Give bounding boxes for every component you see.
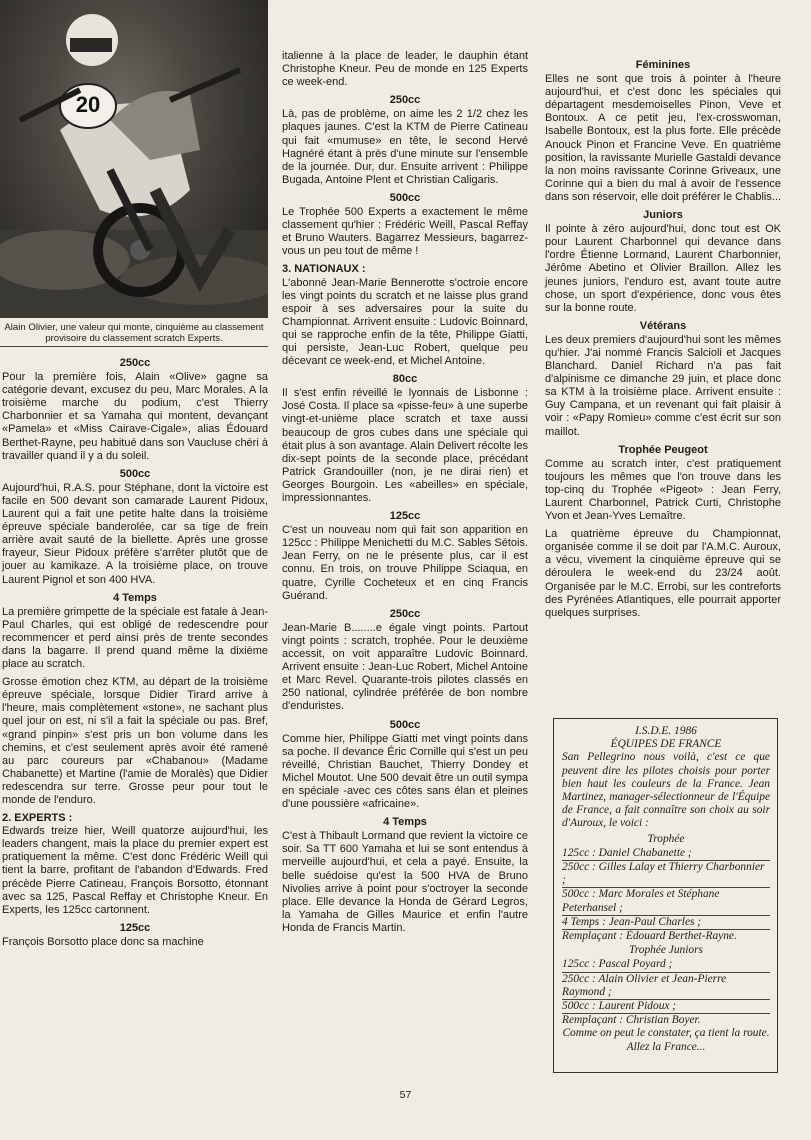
heading-4-temps: 4 Temps (383, 816, 427, 829)
photo-caption: Alain Olivier, une valeur qui monte, cinquième au classement provisoire du classement scratch Experts. (0, 322, 268, 347)
paragraph-feminines: Elles ne sont que trois à pointer à l'heure aujourd'hui, et c'est donc les spéciales qui départagent mesdemoiselles Pinon, Veve et Bontoux. A ce petit jeu, l'ex-crosswoman, Isabelle Bontoux, est la plus forte. Elle précède Anouck Pinon et Francine Veve. En quatrième position, la ravissante Murielle Gastaldi devance la non moins ravissante Corinne Griveaux, une Corinne qui a bien du mal à avoir de l'essence dans son réservoir, elle doit préférer le Chablis... (545, 73, 782, 203)
heading-500cc: 500cc (389, 191, 421, 204)
paragraph-veterans: Les deux premiers d'aujourd'hui sont les mêmes qu'hier. J'ai nommé Francis Salcioli et Jacques Blanchard. Daniel Richard n'a pas fait d'alpinisme ce dimanche 29 juin, et place donc sa KTM à la troisième place. Arrivent ensuite : Guy Campana, et un revenant qui fait plaisir à voir : «Papy Romieu» comme c'est écrit sur son maillot. (545, 333, 781, 438)
bib-number: 20 (75, 92, 101, 117)
heading-250cc: 250cc (119, 357, 151, 369)
heading-250cc: 250cc (389, 94, 421, 107)
page-number: 57 (399, 1089, 412, 1101)
box-line: Remplaçant : Christian Boyer. (562, 1014, 701, 1027)
paragraph-80cc: Il s'est enfin réveillé le lyonnais de Lisbonne : José Costa. Il place sa «pisse-feu» à une superbe vingt-et-unième place scratch et taxe aussi beaucoup de gros cubes dans une spéciale qui était plus à son avantage. Alain Delivert récolte les dix-sept points de la seconde place, précédant Patrick Grandouiller (non, je ne dirai rien) et Georges Bourgoin. Les «abeilles» en spéciale, impressionnantes. (282, 387, 528, 504)
motocross-photo (0, 0, 268, 318)
paragraph-nationaux: L'abonné Jean-Marie Bennerotte s'octroie encore les vingt points du scratch et ne laisse plus grand espoir à ses adversaires pour la suite du Championnat. Arrivent ensuite : Ludovic Boinnard, qui se rapproche enfin de la tête, Philippe Giatti, qui persiste, Jean-Luc Robert, quelque peu décevant ce week-end, et Michel Antoine. (282, 276, 528, 368)
heading-trophee-peugeot: Trophée Peugeot (618, 443, 708, 456)
box-heading-trophee-juniors: Trophée Juniors (629, 944, 703, 957)
box-line: 125cc : Daniel Chabanette ; (562, 847, 770, 861)
column-3-text (545, 56, 781, 625)
heading-500cc: 500cc (119, 467, 151, 480)
box-outro: Comme on peut le constater, ça tient la route. Allez la France... (562, 1027, 770, 1053)
heading-125cc: 125cc (389, 510, 421, 523)
box-line: 250cc : Gilles Lalay et Thierry Charbonnier ; (562, 861, 770, 888)
box-intro: San Pellegrino nous voilà, c'est ce que peuvent dire les pilotes choisis pour porter bien haut les couleurs de la France. Jean Martinez, manager-sélectionneur de l'Équipe de France, a fait connaître son choix au soir d'Auroux, le voici : (562, 751, 770, 830)
box-line: 250cc : Alain Olivier et Jean-Pierre Raymond ; (562, 973, 770, 1000)
heading-feminines: Féminines (635, 59, 691, 71)
column-2-text (282, 50, 528, 940)
heading-125cc: 125cc (119, 921, 151, 934)
paragraph-500cc-national: Comme hier, Philippe Giatti met vingt points dans sa poche. Il devance Éric Cornille qui s'est un peu réveillé, Christian Bauchet, Thierry Dondey et Michel Moutot. Une 500 devait être un outil sympa en spéciale -avec ces côtes sans élan et pleines d'une poussière «africaine». (282, 732, 528, 811)
heading-250cc-national: 250cc (389, 607, 421, 620)
paragraph-500cc: Aujourd'hui, R.A.S. pour Stéphane, dont la victoire est facile en 500 devant son camarade Laurent Pidoux, Laurent qui a fait une petite halte dans la troisième épreuve spéciale banderolée, car sa tige de frein arrière avait sauté de la biellette. Après une grosse frayeur, Sieur Pidoux préfère s'arrêter plutôt que de jouer au kamikaze. A la troisième place, on trouve Laurent Pignol et son 400 HVA. (2, 481, 268, 586)
paragraph-125cc: C'est un nouveau nom qui fait son apparition en 125cc : Philippe Menichetti du M.C. Sables Sétois. Jean Ferry, on ne le présente plus, car il est connu. En trois, on trouve Philippe Sciaqua, en quatre, Cyrille Cocheteux et en cinq Francis Guérand. (282, 524, 528, 602)
paragraph-trophee-peugeot: Comme au scratch inter, c'est pratiquement toujours les mêmes que l'on trouve dans les top-cinq du Trophée «Pigeot» : Jean Ferry, Laurent Charbonnel, Patrick Curti, Christophe Yvon et Jean-Yves Lemaître. (545, 457, 781, 523)
paragraph-experts: Edwards treize hier, Weill quatorze aujourd'hui, les leaders changent, mais la place du premier expert est pratiquement la même. C'est donc Frédéric Weill qui tient la barre, profitant de l'abandon d'Edwards. Fred précède Pierre Catineau, François Borsotto, étonnant avec sa 125, Pascal Reffay et Christophe Kneur. En Experts, les 125cc cartonnent. (2, 825, 268, 916)
paragraph-125cc: François Borsotto place donc sa machine (2, 935, 204, 948)
rider-illustration (0, 0, 268, 318)
column-1-text (2, 354, 268, 954)
box-line: 500cc : Marc Morales et Stéphane Peterhansel ; (562, 888, 770, 915)
paragraph-continued: italienne à la place de leader, le dauphin étant Christophe Kneur. Peu de monde en 125 Experts ce week-end. (282, 50, 528, 89)
paragraph-250cc: Pour la première fois, Alain «Olive» gagne sa catégorie devant, excusez du peu, Marc Morales. A la troisième marche du podium, c'est Thierry Charbonnier et sa Yamaha qui montent, devançant «Pamela» et «Miss Cairave-Cigale», alias Édouard Berthet-Rayne, peu habitué dans son Vaucluse chéri à travailler quand il y a du soleil. (2, 371, 268, 462)
paragraph-juniors: Il pointe à zéro aujourd'hui, donc tout est OK pour Laurent Charbonnel qui devance dans l'ordre Étienne Lormand, Laurent Charbonnier, Jérôme Abetino et Olivier Braillon. Allez les jeunes juniors, l'enduro est, avant toute autre chose, un sport d'expérience, donc vous êtes sur la bonne route. (545, 223, 781, 314)
heading-500cc-national: 500cc (389, 718, 421, 731)
heading-juniors: Juniors (643, 209, 683, 222)
paragraph-4-temps-a: La première grimpette de la spéciale est fatale à Jean-Paul Charles, qui est obligé de redescendre pour recommencer et perd ainsi près de trente secondes dans la bagarre. Il prend quand même la dixième place au scratch. (2, 605, 268, 671)
box-heading-trophee: Trophée (647, 832, 685, 845)
box-line: 125cc : Pascal Poyard ; (562, 958, 770, 972)
heading-80cc: 80cc (392, 373, 418, 386)
box-line: 4 Temps : Jean-Paul Charles ; (562, 916, 770, 930)
box-title-equipes: ÉQUIPES DE FRANCE (610, 738, 722, 751)
paragraph-250cc: Là, pas de problème, on aime les 2 1/2 chez les plaques jaunes. C'est la KTM de Pierre Catineau qui fait «mumuse» en tête, le second Hervé Hagnéré étant à près d'une minute sur l'ensemble de la journée. Dur, dur. Ensuite arrivent : Philippe Bugada, Antoine Plent et Christian Caligaris. (282, 108, 528, 186)
paragraph-conclusion: La quatrième épreuve du Championnat, organisée comme il se doit par l'A.M.C. Auroux, a vécu, vivement la cinquième épreuve qui se déroulera le week-end du 23/24 août. Organisée par le M.C. Errobi, sur les contreforts des Pyrénées Atlantiques, elle pourrait apporter quelques surprises. (545, 528, 781, 619)
section-nationaux: 3. NATIONAUX : (282, 263, 366, 276)
box-line: Remplaçant : Édouard Berthet-Rayne. (562, 930, 737, 943)
box-line: 500cc : Laurent Pidoux ; (562, 1000, 770, 1014)
isde-team-box (553, 718, 778, 1073)
section-experts: 2. EXPERTS : (2, 812, 73, 825)
paragraph-4-temps-b: Grosse émotion chez KTM, au départ de la troisième épreuve spéciale, lorsque Didier Tirard arrive à l'heure, mais complètement «stone», ne sachant plus quel jour on est, ni s'il a fait la spéciale ou pas. Bref, «grand pinpin» s'est pris un bon volume dans les chemins, et c'est seulement après avoir été ramené au parc coureurs par «Chabanou» (Madame Chabanette) et Martine (l'amie de Moralès) que Didier redescendra sur terre. Grosse peur pour tout le monde de l'enduro. (2, 676, 268, 806)
heading-veterans: Vétérans (639, 319, 687, 332)
heading-4-temps: 4 Temps (113, 591, 157, 604)
box-title-isde: I.S.D.E. 1986 (635, 725, 697, 737)
paragraph-250cc-national: Jean-Marie B........e égale vingt points. Partout vingt points : scratch, trophée. Pour le deuxième accessit, on voit apparaître Ludovic Boinnard. Arrivent ensuite : Jean-Luc Robert, Michel Antoine et Marc Revel. Quarante-trois pilotes classés en 250 national, cylindrée préférée de bon nombre d'enduristes. (282, 621, 528, 713)
paragraph-500cc: Le Trophée 500 Experts a exactement le même classement qu'hier : Frédéric Weill, Pascal Reffay et Bruno Wauters. Bagarrez Messieurs, bagarrez-vous un peu tout de même ! (282, 206, 528, 258)
paragraph-4-temps: C'est à Thibault Lormand que revient la victoire ce soir. Sa TT 600 Yamaha et lui se sont entendus à merveille aujourd'hui, et cela a payé. Ensuite, la belle suédoise qu'est la 500 HVA de Bruno Nivolies arrive à point pour s'octroyer la seconde place. Elle devance la Honda de Gérard Legros, la Yamaha de Gilles Maurice et enfin l'autre Honda de Francis Martin. (282, 830, 528, 934)
